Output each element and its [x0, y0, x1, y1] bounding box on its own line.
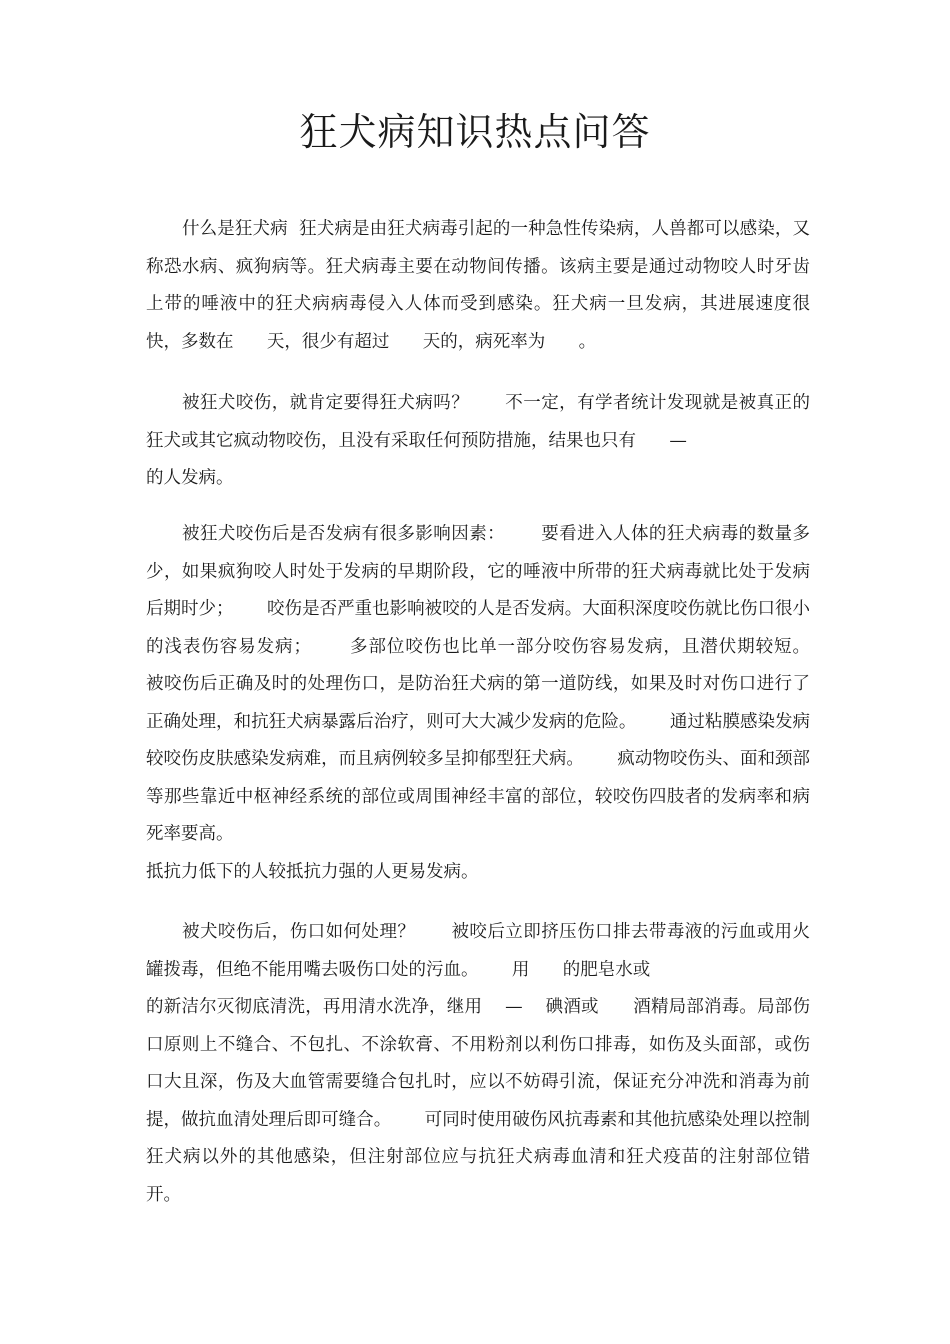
document-title: 狂犬病知识热点问答 — [299, 110, 651, 154]
paragraph-what-is-rabies: 什么是狂犬病 狂犬病是由狂犬病毒引起的一种急性传染病，人兽都可以感染，又称恐水病、疯狗病等。狂犬病毒主要在动物间传播。该病主要是通过动物咬人时牙齿上带的唾液中的狂犬病病毒侵入人体而受到感染。狂犬病一旦发病，其进展速度很快，多数在 天，很少有超过 天的，病死率为 。 — [146, 219, 810, 352]
paragraph-wound-treatment: 被犬咬伤后，伤口如何处理？ 被咬后立即挤压伤口排去带毒液的污血或用火罐拨毒，但绝不能用嘴去吸伤口处的污血。 用 的肥皂水或 的新洁尔灭彻底清洗，再用清水洗净，继用 — 碘酒或 酒精局部消毒。局部伤口原则上不缝合、不包扎、不涂软膏、不用粉剂以利伤口排毒，如伤及头面部，或伤口大且深，伤及大血管需要缝合包扎时，应以不妨碍引流，保证充分冲洗和消毒为前提，做抗血清处理后即可缝合。 可同时使用破伤风抗毒素和其他抗感染处理以控制狂犬病以外的其他感染，但注射部位应与抗狂犬病毒血清和狂犬疫苗的注射部位错开。 — [146, 922, 810, 1205]
paragraph-risk-factors: 被狂犬咬伤后是否发病有很多影响因素： 要看进入人体的狂犬病毒的数量多少，如果疯狗咬人时处于发病的早期阶段，它的唾液中所带的狂犬病毒就比处于发病后期时少； 咬伤是否严重也影响被咬的人是否发病。大面积深度咬伤就比伤口很小的浅表伤容易发病； 多部位咬伤也比单一部分咬伤容易发病，且潜伏期较短。 被咬伤后正确及时的处理伤口，是防治狂犬病的第一道防线，如果及时对伤口进行了正确处理，和抗狂犬病暴露后治疗，则可大大减少发病的危险。 通过粘膜感染发病较咬伤皮肤感染发病难，而且病例较多呈抑郁型狂犬病。 疯动物咬伤头、面和颈部等那些靠近中枢神经系统的部位或周围神经丰富的部位，较咬伤四肢者的发病率和病死率要高。 抵抗力低下的人较抵抗力强的人更易发病。 — [146, 524, 810, 882]
paragraph-bitten-always-infected: 被狂犬咬伤，就肯定要得狂犬病吗？ 不一定，有学者统计发现就是被真正的狂犬或其它疯动物咬伤，且没有采取任何预防措施，结果也只有 — 的人发病。 — [146, 393, 810, 488]
